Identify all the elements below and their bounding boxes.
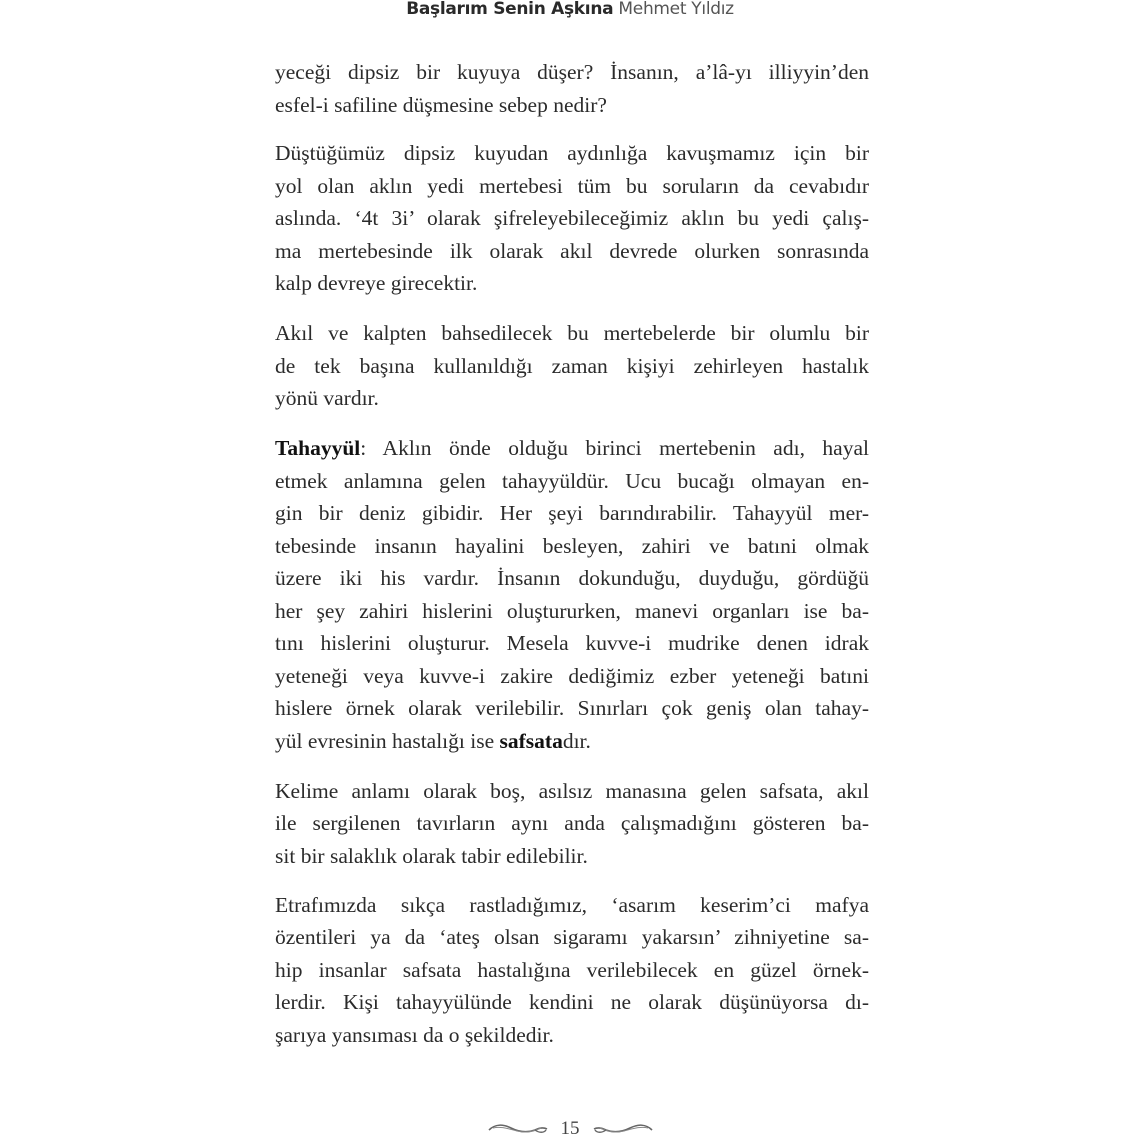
text-line: şarıya yansıması da o şekildedir. xyxy=(275,1023,554,1047)
page-footer xyxy=(0,1118,1140,1140)
text-line: yönü vardır. xyxy=(275,386,379,410)
text-line: aslında. ‘4t 3i’ olarak şifreleyebileceğimiz aklın bu yedi çalış- xyxy=(275,206,869,230)
text-line: de tek başına kullanıldığı zaman kişiyi zehirleyen hastalık xyxy=(275,354,869,378)
text-line: özentileri ya da ‘ateş olsan sigaramı yakarsın’ zihniyetine sa- xyxy=(275,925,869,949)
text-line: her şey zahiri hislerini oluştururken, manevi organları ise ba- xyxy=(275,599,869,623)
text-line: lerdir. Kişi tahayyülünde kendini ne olarak düşünüyorsa dı- xyxy=(275,990,869,1014)
text-line: yeteneği veya kuvve-i zakire dediğimiz ezber yeteneği batıni xyxy=(275,664,869,688)
book-title: Başlarım Senin Aşkına xyxy=(406,0,614,19)
text-line: tını hislerini oluşturur. Mesela kuvve-i mudrike denen idrak xyxy=(275,631,869,655)
text-line: Düştüğümüz dipsiz kuyudan aydınlığa kavuşmamız için bir xyxy=(275,141,869,165)
text-line: ile sergilenen tavırların aynı anda çalışmadığını gösteren ba- xyxy=(275,811,869,835)
text-line: Akıl ve kalpten bahsedilecek bu mertebelerde bir olumlu bir xyxy=(275,321,869,345)
text-run: yül evresinin hastalığı ise xyxy=(275,729,500,753)
text-line: ma mertebesinde ilk olarak akıl devrede olurken sonrasında xyxy=(275,239,869,263)
text-line: tebesinde insanın hayalini besleyen, zahiri ve batıni olmak xyxy=(275,534,869,558)
text-line: yeceği dipsiz bir kuyuya düşer? İnsanın, a’lâ-yı illiyyin’den xyxy=(275,60,869,84)
text-line xyxy=(275,432,869,464)
bold-term: Tahayyül xyxy=(275,436,361,460)
text-line: esfel-i safiline düşmesine sebep nedir? xyxy=(275,93,607,117)
text-line xyxy=(275,725,869,757)
text-line: yol olan aklın yedi mertebesi tüm bu soruların da cevabıdır xyxy=(275,174,869,198)
text-line: gin bir deniz gibidir. Her şeyi barındırabilir. Tahayyül mer- xyxy=(275,501,869,525)
text-line: Kelime anlamı olarak boş, asılsız manasına gelen safsata, akıl xyxy=(275,779,869,803)
right-swirl-ornament-icon xyxy=(592,1121,654,1137)
text-line: hip insanlar safsata hastalığına verilebilecek en güzel örnek- xyxy=(275,958,869,982)
running-header xyxy=(0,0,1140,19)
text-line: etmek anlamına gelen tahayyüldür. Ucu bucağı olmayan en- xyxy=(275,469,869,493)
text-line: üzere iki his vardır. İnsanın dokunduğu, duyduğu, gördüğü xyxy=(275,566,869,590)
text-run: dır. xyxy=(562,729,591,753)
page-number: 15 xyxy=(560,1118,580,1139)
text-run: : Aklın önde olduğu birinci mertebenin adı, hayal xyxy=(360,436,869,460)
text-line: Etrafımızda sıkça rastladığımız, ‘asarım keserim’ci mafya xyxy=(275,893,869,917)
left-swirl-ornament-icon xyxy=(487,1121,549,1137)
text-line: sit bir salaklık olarak tabir edilebilir. xyxy=(275,844,588,868)
text-line: kalp devreye girecektir. xyxy=(275,271,478,295)
bold-term: safsata xyxy=(499,729,563,753)
author-name: Mehmet Yıldız xyxy=(618,0,734,19)
text-line: hislere örnek olarak verilebilir. Sınırları çok geniş olan tahay- xyxy=(275,696,869,720)
